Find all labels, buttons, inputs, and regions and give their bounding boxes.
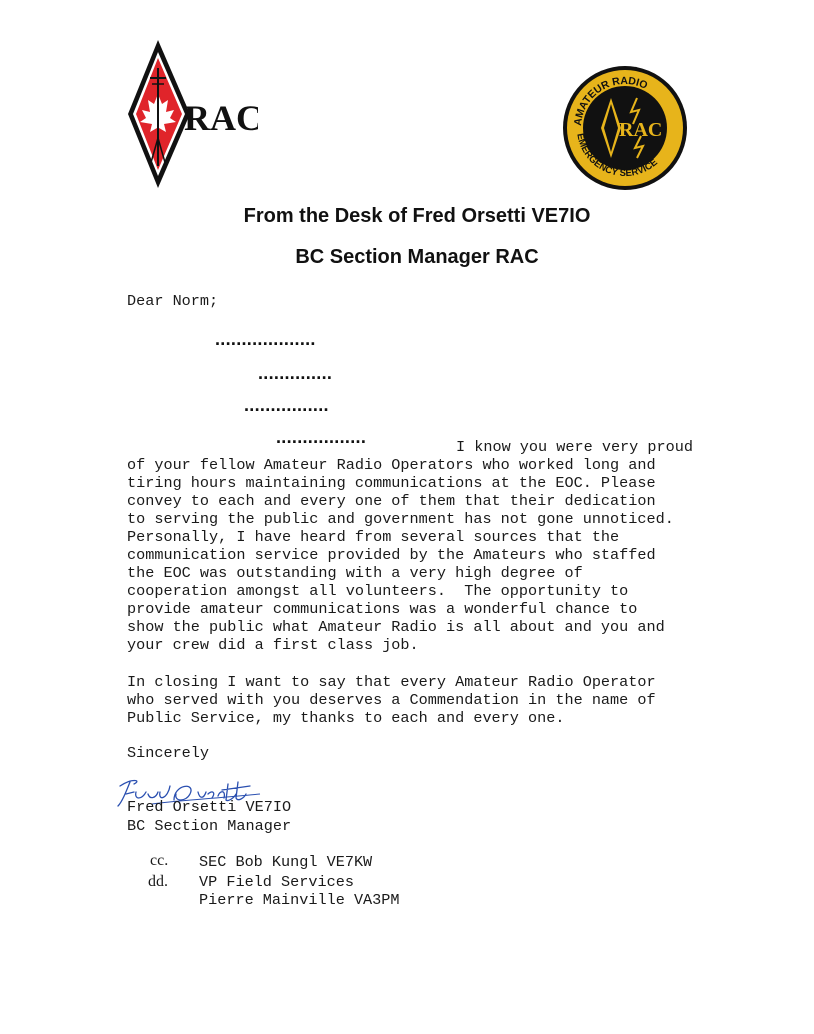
rac-logo-text: RAC xyxy=(184,98,258,138)
signer-title: BC Section Manager xyxy=(127,817,292,835)
redacted-line: ................ xyxy=(244,395,329,415)
body-line: Personally, I have heard from several sources that the xyxy=(127,528,620,546)
cc-recipient: Pierre Mainville VA3PM xyxy=(199,891,400,909)
salutation: Dear Norm; xyxy=(127,292,219,310)
letter-title: From the Desk of Fred Orsetti VE7IO xyxy=(243,205,591,227)
closing: Sincerely xyxy=(127,744,210,762)
ares-seal-center-text: RAC xyxy=(619,119,663,141)
body-line: Public Service, my thanks to each and every one. xyxy=(127,709,565,727)
svg-text:EMERGENCY SERVICE: EMERGENCY SERVICE xyxy=(574,132,660,180)
body-line: of your fellow Amateur Radio Operators who worked long and xyxy=(127,456,656,474)
cc-recipient: VP Field Services xyxy=(199,873,354,891)
body-paragraph-1 xyxy=(127,456,767,654)
body-line: convey to each and every one of them that their dedication xyxy=(127,492,656,510)
body-line: the EOC was outstanding with a very high degree of xyxy=(127,564,583,582)
body-line: show the public what Amateur Radio is all about and you and xyxy=(127,618,665,636)
letter-subtitle: BC Section Manager RAC xyxy=(295,246,539,268)
svg-text:AMATEUR RADIO: AMATEUR RADIO xyxy=(571,74,650,127)
signer-name: Fred Orsetti VE7IO xyxy=(127,798,292,816)
body-paragraph-2 xyxy=(127,673,767,727)
body-line: your crew did a first class job. xyxy=(127,636,419,654)
ares-seal xyxy=(561,64,689,192)
body-line: cooperation amongst all volunteers. The opportunity to xyxy=(127,582,629,600)
dd-label: dd. xyxy=(148,873,168,890)
body-line: tiring hours maintaining communications at the EOC. Please xyxy=(127,474,656,492)
body-line: communication service provided by the Amateurs who staffed xyxy=(127,546,656,564)
body-line: who served with you deserves a Commendation in the name of xyxy=(127,691,656,709)
body-line: to serving the public and government has not gone unnoticed. xyxy=(127,510,674,528)
cc-label: cc. xyxy=(150,852,169,869)
cc-recipient: SEC Bob Kungl VE7KW xyxy=(199,853,373,871)
body-line: provide amateur communications was a wonderful chance to xyxy=(127,600,638,618)
redacted-line: ................... xyxy=(215,329,316,349)
redacted-line: .............. xyxy=(258,363,333,383)
rac-logo xyxy=(124,38,258,190)
redacted-line: ................. xyxy=(276,427,367,447)
body-line: In closing I want to say that every Amateur Radio Operator xyxy=(127,673,656,691)
body-first-line: I know you were very proud xyxy=(456,438,693,456)
